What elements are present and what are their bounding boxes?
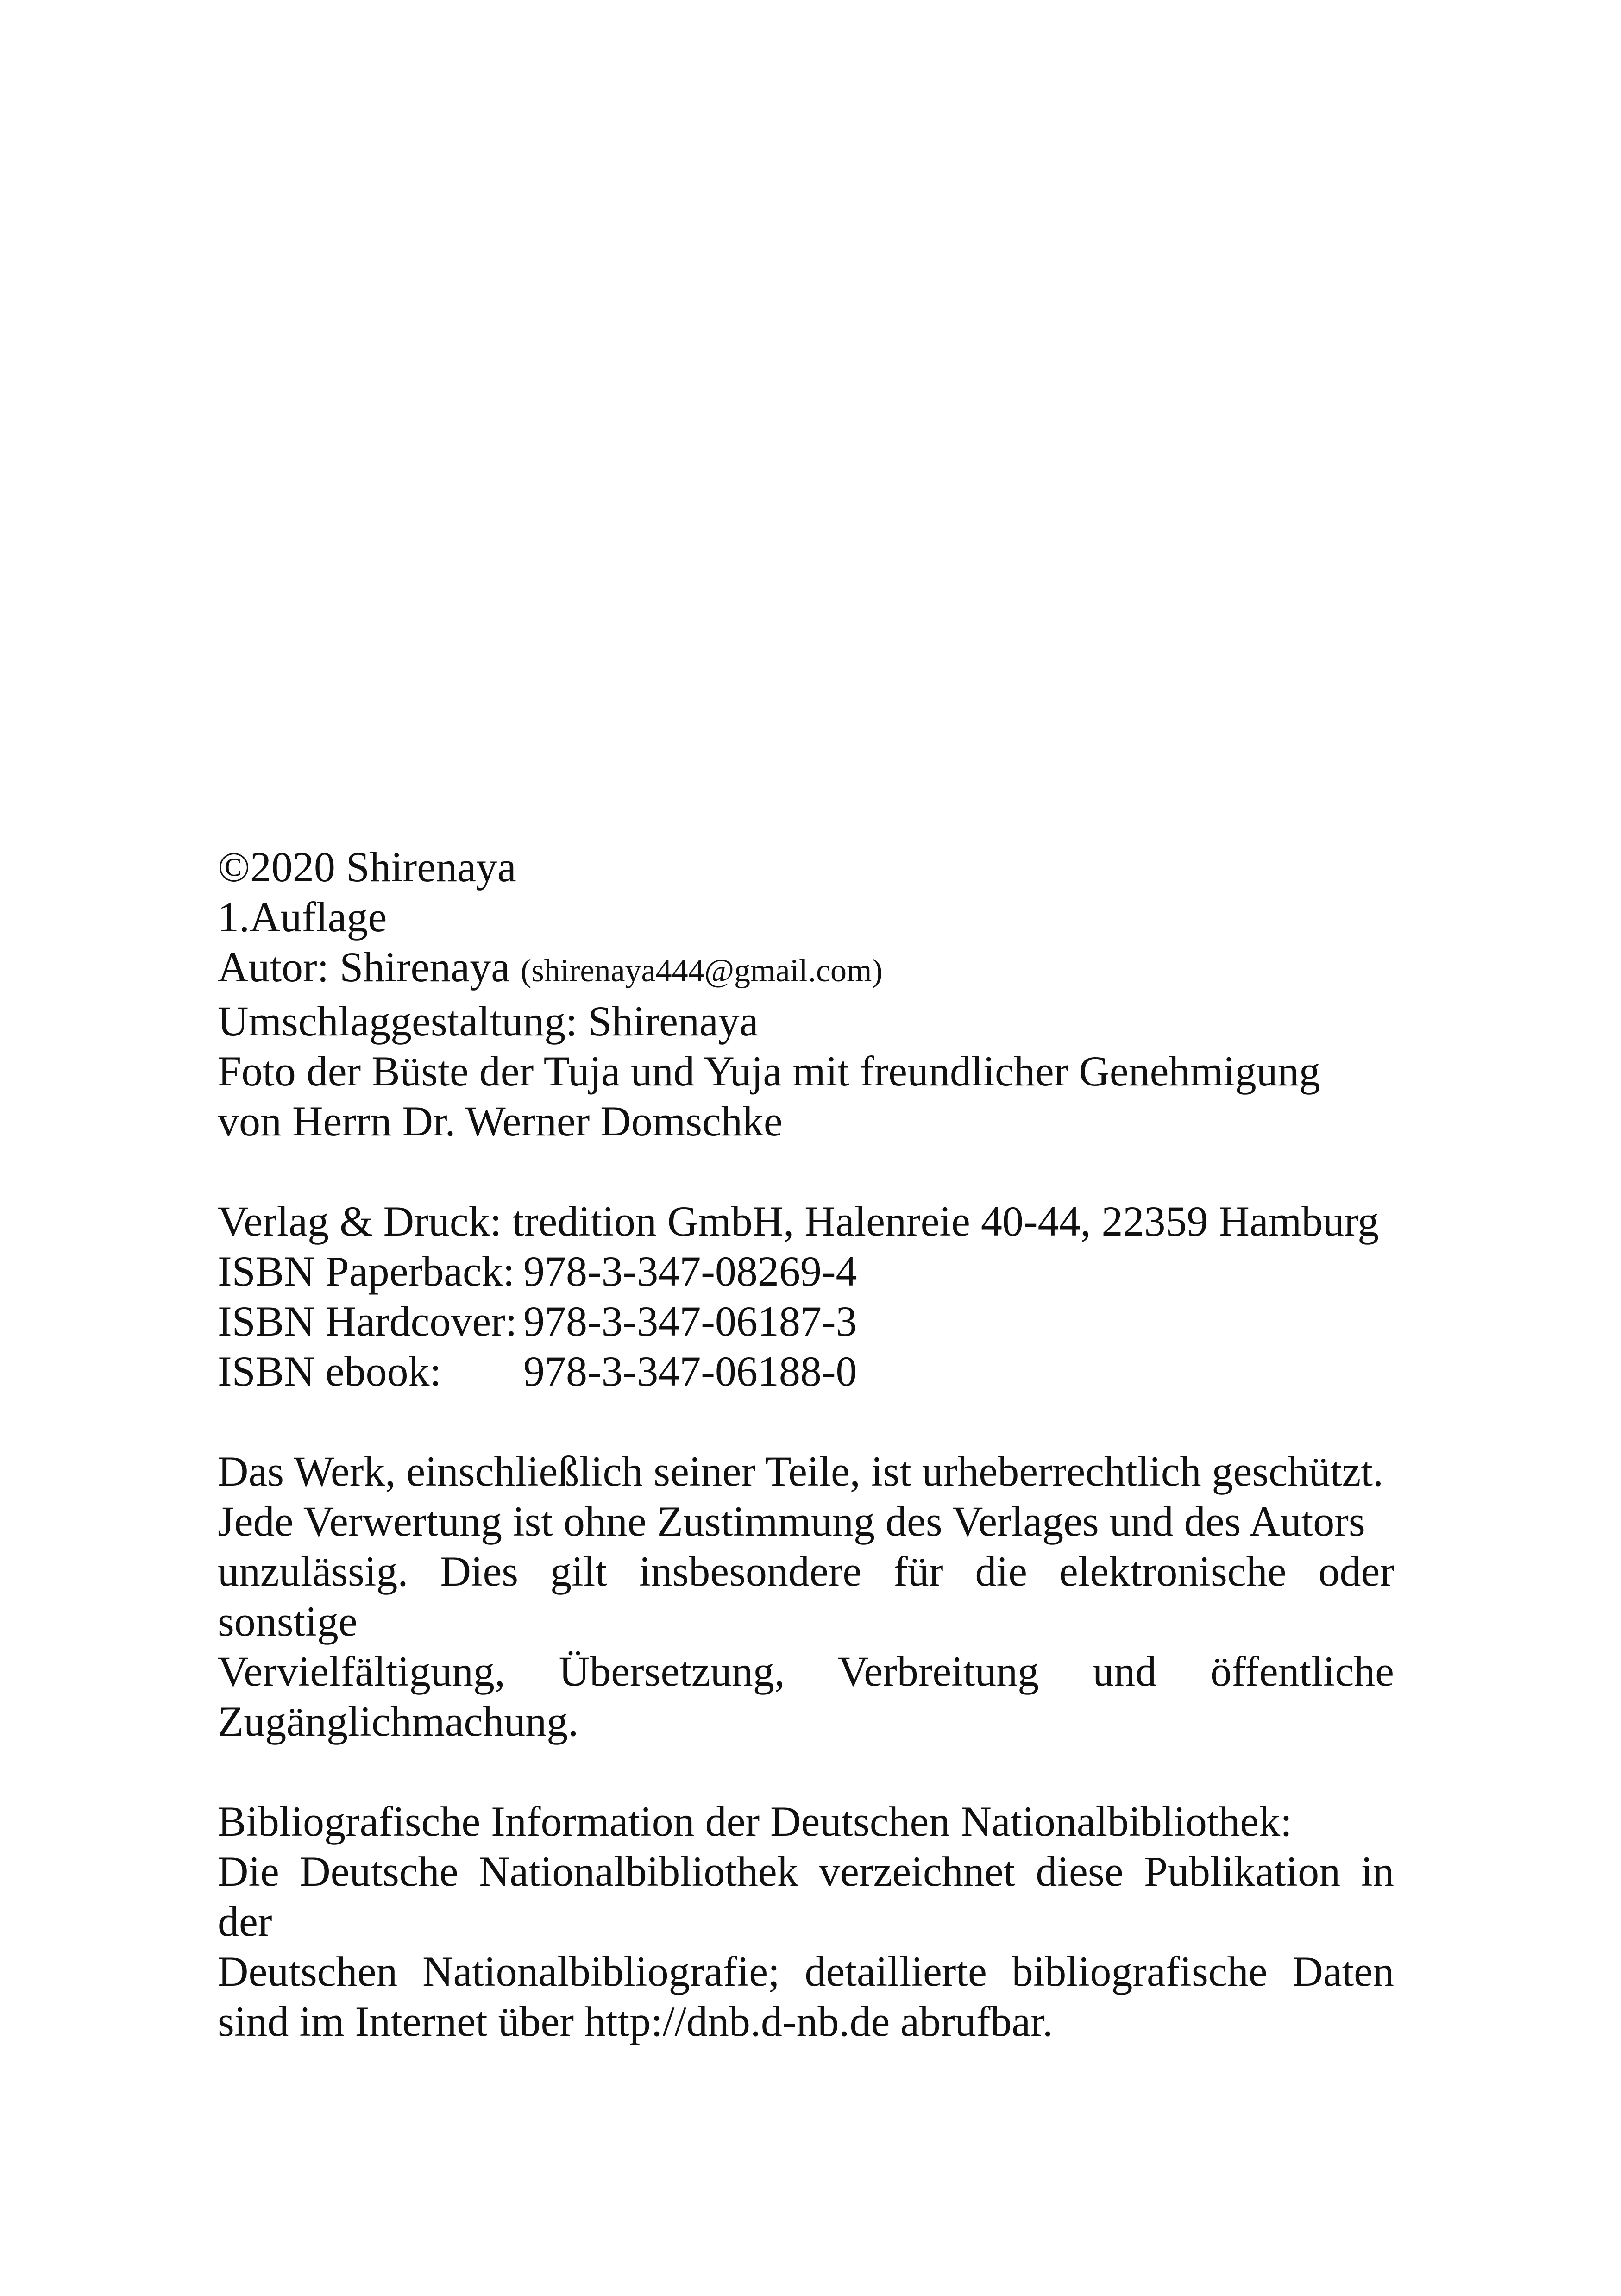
isbn-value: 978-3-347-08269-4 (523, 1248, 857, 1295)
author-line (218, 942, 1394, 996)
photo-credit-line-1: Foto der Büste der Tuja und Yuja mit freundlicher Genehmigung (218, 1048, 1320, 1095)
bibliographic-line: Deutschen Nationalbibliografie; detaillierte bibliografische Daten (218, 1948, 1394, 1995)
cover-design-line: Umschlaggestaltung: Shirenaya (218, 997, 759, 1045)
imprint-block (218, 842, 1394, 2046)
copyright-notice (218, 1446, 1394, 1746)
publisher-line: Verlag & Druck: tredition GmbH, Halenreie 40-44, 22359 Hamburg (218, 1198, 1379, 1245)
edition-line: 1.Auflage (218, 893, 387, 941)
spacer (218, 1146, 1394, 1196)
spacer (218, 1396, 1394, 1446)
isbn-label: ISBN Hardcover: (218, 1298, 517, 1345)
copyright-line: ©2020 Shirenaya (218, 843, 516, 891)
bibliographic-line: Die Deutsche Nationalbibliothek verzeichnet diese Publikation in der (218, 1848, 1394, 1945)
copyright-notice-line: Vervielfältigung, Übersetzung, Verbreitung und öffentliche (218, 1648, 1394, 1695)
bibliographic-line: sind im Internet über http://dnb.d-nb.de abrufbar. (218, 1998, 1053, 2045)
isbn-ebook-row (218, 1346, 1394, 1396)
copyright-notice-line: unzulässig. Dies gilt insbesondere für die elektronische oder sonstige (218, 1548, 1394, 1645)
copyright-notice-line: Zugänglichmachung. (218, 1698, 579, 1745)
spacer (218, 1746, 1394, 1796)
isbn-paperback-row (218, 1246, 1394, 1296)
isbn-label: ISBN Paperback: (218, 1248, 515, 1295)
copyright-notice-line: Jede Verwertung ist ohne Zustimmung des Verlages und des Autors (218, 1498, 1365, 1545)
isbn-value: 978-3-347-06188-0 (523, 1348, 857, 1395)
isbn-label: ISBN ebook: (218, 1348, 441, 1395)
copyright-notice-line: Das Werk, einschließlich seiner Teile, ist urheberrechtlich geschützt. (218, 1448, 1383, 1495)
isbn-hardcover-row (218, 1296, 1394, 1346)
bibliographic-heading: Bibliografische Information der Deutschen Nationalbibliothek: (218, 1798, 1292, 1845)
author-email: (shirenaya444@gmail.com) (521, 953, 883, 989)
bibliographic-info (218, 1796, 1394, 2046)
author-label: Autor: Shirenaya (218, 943, 510, 991)
photo-credit-line-2: von Herrn Dr. Werner Domschke (218, 1098, 783, 1145)
isbn-value: 978-3-347-06187-3 (523, 1298, 857, 1345)
